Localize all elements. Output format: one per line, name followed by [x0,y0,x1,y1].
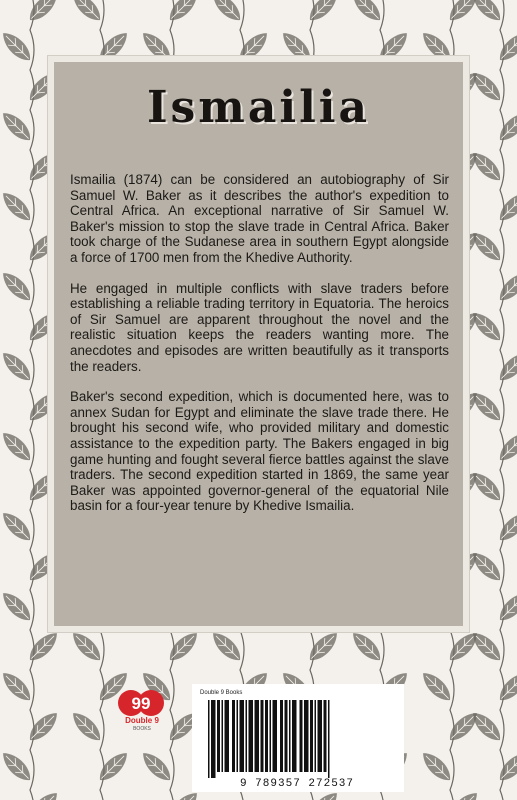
leaf [68,0,105,25]
book-title: Ismailia [146,82,371,133]
leaf [495,668,517,705]
barcode-bar [328,700,330,778]
barcode-bar [285,700,288,772]
description-panel [48,56,469,632]
leaf [138,748,175,785]
logo-wordmark: Double 9 [125,716,159,725]
leaf [68,628,105,665]
leaf [468,628,505,665]
leaf [495,108,517,145]
logo-mark: 99 [131,694,151,713]
barcode-bar [310,700,313,772]
barcode-bar [237,700,239,772]
barcode-bar [225,700,230,772]
barcode-bar [261,700,264,772]
description-paragraph-3: Baker's second expedition, which is documented here, was to annex Sudan for Egypt and eliminate the slave trade there. He brought his second wife, who provided military and domestic assistance to the expedition party. The Bakers engaged in big game hunting and fought several fierce battles against the slave traders. The second expedition started in 1869, the same year Baker was appointed governor-general of the equatorial Nile basin for a four-year tenure by Khedive Ismailia. [70,389,449,514]
leaf [468,228,505,265]
leaf [348,628,385,665]
leaf [0,348,35,385]
leaf [468,388,505,425]
barcode-bar [318,700,323,772]
leaf [418,668,455,705]
leaf [0,748,35,785]
leaf [25,0,62,25]
vine-stem [500,0,504,800]
barcode-bar [208,700,210,778]
barcode-bar [255,700,260,772]
barcode-bar [222,700,224,772]
barcode-bar [304,700,309,772]
leaf [468,148,505,185]
barcode-bar [240,700,245,772]
leaf [468,548,505,585]
leaf [0,28,35,65]
leaf [495,348,517,385]
leaf [468,68,505,105]
leaf [495,428,517,465]
leaf [208,0,245,25]
barcode-bar [232,700,235,772]
leaf [165,628,202,665]
double-9-books-logo-icon [116,688,168,732]
isbn-barcode-box [192,684,404,792]
publisher-name: Double 9 Books [200,690,243,696]
leaf [495,508,517,545]
leaf [0,428,35,465]
leaf [25,708,62,745]
barcode-bar [211,700,216,778]
barcode-bar [324,700,327,772]
barcode-bar [292,700,297,772]
barcode-bar [217,700,220,772]
description-paragraph-1: Ismailia (1874) can be considered an autobiography of Sir Samuel W. Baker as it describes the author's expedition to Central Africa. An exceptional narrative of Sir Samuel W. Baker's mission to stop the slave trade in Central Africa. Baker took charge of the Sudanese area in southern Egypt alongside a force of 1700 men from the Khedive Authority. [70,172,449,265]
barcode-bar [289,700,291,772]
leaf [305,628,342,665]
book-description [70,172,449,529]
barcode-bar [315,700,317,772]
leaf [0,108,35,145]
leaf [495,268,517,305]
description-paragraph-2: He engaged in multiple conflicts with slave traders before establishing a reliable trading territory in Equatoria. The heroics of Sir Samuel are apparent throughout the novel and the realistic situation keeps the readers wanting more. The anecdotes and episodes are written beautifully as it transports the readers. [70,280,449,374]
leaf [468,708,505,745]
leaf [495,588,517,625]
leaf [68,708,105,745]
leaf [0,188,35,225]
barcode-bar [265,700,268,772]
isbn-barcode-icon [198,700,396,778]
leaf [165,0,202,25]
leaf [468,308,505,345]
barcode-bar [280,700,283,772]
leaf [418,748,455,785]
isbn-number: 9 789357 272537 [239,778,355,790]
barcode-bar [273,700,278,772]
leaf [0,508,35,545]
leaf [305,0,342,25]
leaf [0,268,35,305]
barcode-bar [246,700,248,772]
leaf [95,748,132,785]
leaf [495,748,517,785]
vine-stem [30,0,34,800]
leaf [0,668,35,705]
barcode-bar [249,700,254,772]
leaf [0,588,35,625]
leaf [495,188,517,225]
logo-subtext: BOOKS [133,726,151,732]
leaf [468,468,505,505]
barcode-bar [270,700,272,772]
leaf [25,628,62,665]
leaf [348,0,385,25]
leaf [208,628,245,665]
leaf [495,28,517,65]
barcode-bar [300,700,303,772]
